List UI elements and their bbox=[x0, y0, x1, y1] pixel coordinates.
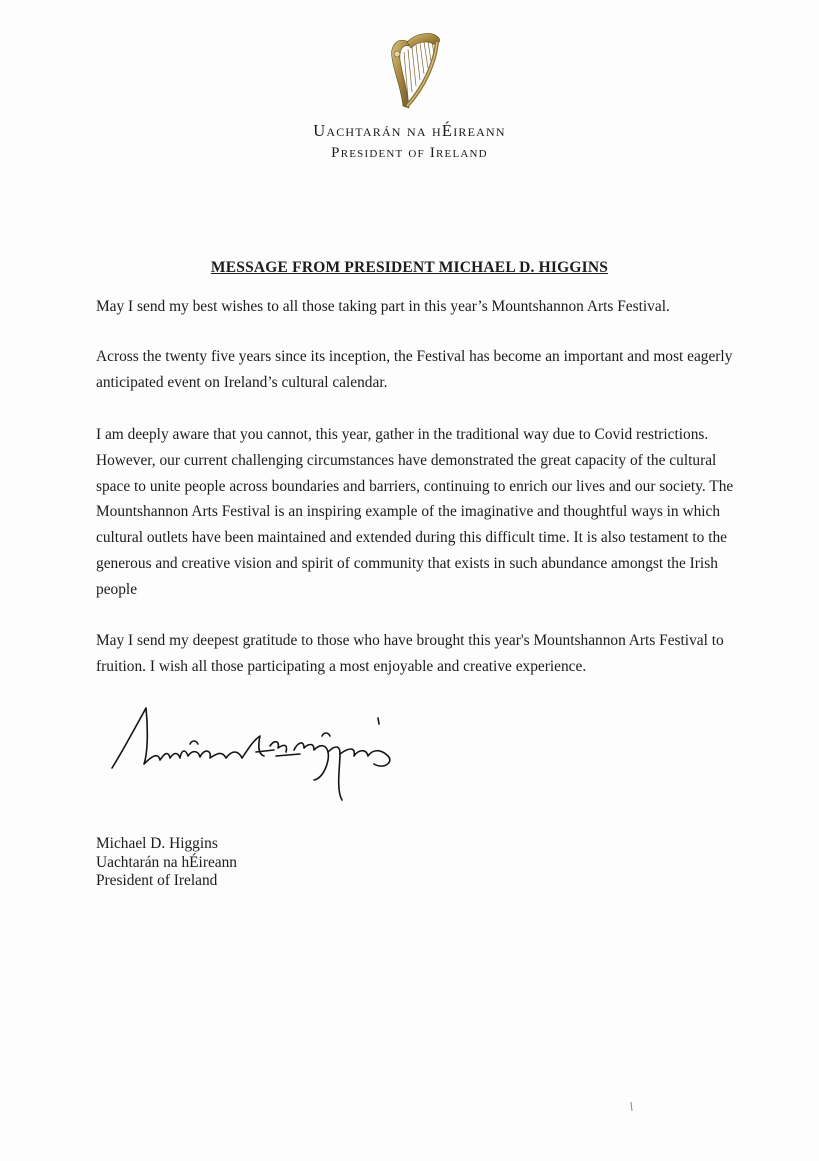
signatory-name: Michael D. Higgins bbox=[96, 835, 218, 852]
signature-block bbox=[96, 835, 237, 891]
signatory-title-english: President of Ireland bbox=[96, 872, 218, 889]
office-title-english: President of Ireland bbox=[331, 145, 488, 161]
paragraph-gratitude: May I send my deepest gratitude to those who have brought this year's Mountshannon Arts Festival to fruition. I wish all those participating a most enjoyable and creative experience. bbox=[96, 632, 724, 675]
paragraph-best-wishes: May I send my best wishes to all those taking part in this year’s Mountshannon Arts Festival. bbox=[96, 298, 670, 315]
handwritten-signature bbox=[108, 700, 418, 808]
office-title-irish: Uachtarán na hÉireann bbox=[313, 121, 506, 140]
irish-harp-icon bbox=[387, 28, 443, 112]
paragraph-covid-restrictions: I am deeply aware that you cannot, this year, gather in the traditional way due to Covid restrictions. However, our current challenging circumstances have demonstrated the great capacity of the cultural space to unite people across boundaries and barriers, continuing to enrich our lives and our society. The Mountshannon Arts Festival is an inspiring example of the imaginative and thoughtful ways in which cultural outlets have been maintained and extended during this difficult time. It is also testament to the generous and creative vision and spirit of community that exists in such abundance amongst the Irish people bbox=[96, 426, 734, 598]
signatory-title-irish: Uachtarán na hÉireann bbox=[96, 853, 238, 871]
scan-speck bbox=[630, 1102, 633, 1111]
paragraph-festival-history: Across the twenty five years since its inception, the Festival has become an important and most eagerly anticipated event on Ireland’s cultural calendar. bbox=[96, 348, 733, 391]
message-heading: MESSAGE FROM PRESIDENT MICHAEL D. HIGGINS bbox=[210, 259, 609, 276]
